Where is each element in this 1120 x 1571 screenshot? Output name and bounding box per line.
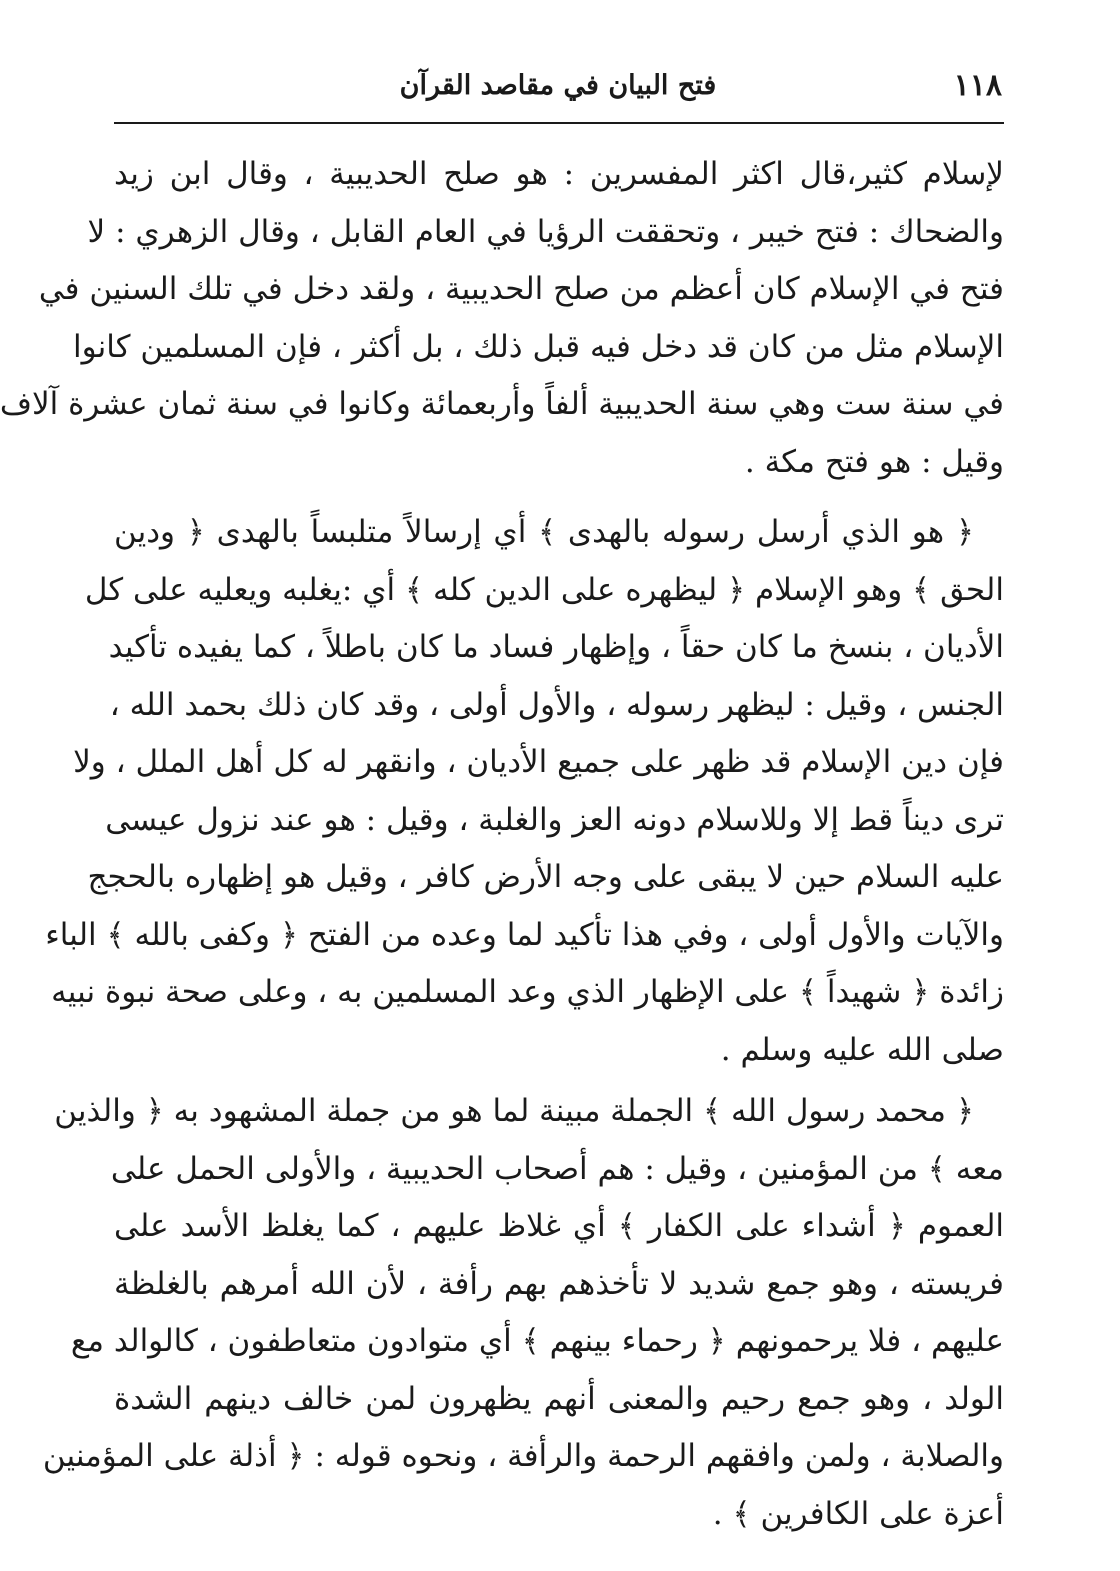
text-line: العموم ﴿ أشداء على الكفار ﴾ أي غلاظ عليهم ، كما يغلظ الأسد على bbox=[114, 1208, 1004, 1244]
text-line: والضحاك : فتح خيبر ، وتحققت الرؤيا في العام القابل ، وقال الزهري : لا bbox=[87, 213, 1004, 250]
text-line: الولد ، وهو جمع رحيم والمعنى أنهم يظهرون لمن خالف دينهم الشدة bbox=[114, 1380, 1004, 1417]
page-number: ١١٨ bbox=[953, 68, 1002, 103]
running-head bbox=[114, 62, 1002, 118]
text-line: الجنس ، وقيل : ليظهر رسوله ، والأول أولى ، وقد كان ذلك بحمد الله ، bbox=[109, 686, 1004, 723]
text-line: الإسلام مثل من كان قد دخل فيه قبل ذلك ، بل أكثر ، فإن المسلمين كانوا bbox=[73, 328, 1004, 365]
text-line: زائدة ﴿ شهيداً ﴾ على الإظهار الذي وعد المسلمين به ، وعلى صحة نبوة نبيه bbox=[51, 974, 1004, 1010]
paragraph-3 bbox=[42, 1083, 1004, 1543]
text-line: أعزة على الكافرين ﴾ . bbox=[712, 1495, 1004, 1532]
header-rule bbox=[114, 122, 1004, 124]
text-line: في سنة ست وهي سنة الحديبية ألفاً وأربعمائة وكانوا في سنة ثمان عشرة آلاف bbox=[0, 386, 1004, 422]
text-line: عليهم ، فلا يرحمونهم ﴿ رحماء بينهم ﴾ أي متوادون متعاطفون ، كالوالد مع bbox=[70, 1323, 1004, 1359]
text-line: فإن دين الإسلام قد ظهر على جميع الأديان ، وانقهر له كل أهل الملل ، ولا bbox=[73, 744, 1004, 780]
text-line: الحق ﴾ وهو الإسلام ﴿ ليظهره على الدين كله ﴾ أي :يغلبه ويعليه على كل bbox=[84, 571, 1004, 608]
text-line: معه ﴾ من المؤمنين ، وقيل : هم أصحاب الحديبية ، والأولى الحمل على bbox=[110, 1150, 1004, 1187]
text-line: وقيل : هو فتح مكة . bbox=[744, 443, 1004, 480]
text-line: والآيات والأول أولى ، وفي هذا تأكيد لما وعده من الفتح ﴿ وكفى بالله ﴾ الباء bbox=[45, 916, 1004, 953]
text-line: صلى الله عليه وسلم . bbox=[720, 1031, 1004, 1068]
text-line: الأديان ، بنسخ ما كان حقاً ، وإظهار فساد ما كان باطلاً ، كما يفيده تأكيد bbox=[108, 629, 1004, 665]
paragraph-1 bbox=[0, 146, 1004, 491]
paragraph-2 bbox=[45, 504, 1004, 1079]
text-line: عليه السلام حين لا يبقى على وجه الأرض كافر ، وقيل هو إظهاره بالحجج bbox=[87, 859, 1004, 895]
text-line: ترى ديناً قط إلا وللاسلام دونه العز والغلبة ، وقيل : هو عند نزول عيسى bbox=[105, 801, 1004, 838]
text-line: ﴿ محمد رسول الله ﴾ الجملة مبينة لما هو من جملة المشهود به ﴿ والذين bbox=[54, 1093, 974, 1129]
text-line: والصلابة ، ولمن وافقهم الرحمة والرأفة ، ونحوه قوله : ﴿ أذلة على المؤمنين bbox=[42, 1438, 1004, 1474]
text-line: ﴿ هو الذي أرسل رسوله بالهدى ﴾ أي إرسالاً متلبساً بالهدى ﴿ ودين bbox=[114, 514, 974, 550]
text-line: فتح في الإسلام كان أعظم من صلح الحديبية ، ولقد دخل في تلك السنين في bbox=[38, 271, 1004, 307]
text-line: لإسلام كثير،قال اكثر المفسرين : هو صلح الحديبية ، وقال ابن زيد bbox=[114, 156, 1004, 192]
running-title: فتح البيان في مقاصد القرآن bbox=[399, 70, 717, 101]
text-line: فريسته ، وهو جمع شديد لا تأخذهم بهم رأفة ، لأن الله أمرهم بالغلظة bbox=[114, 1265, 1004, 1302]
